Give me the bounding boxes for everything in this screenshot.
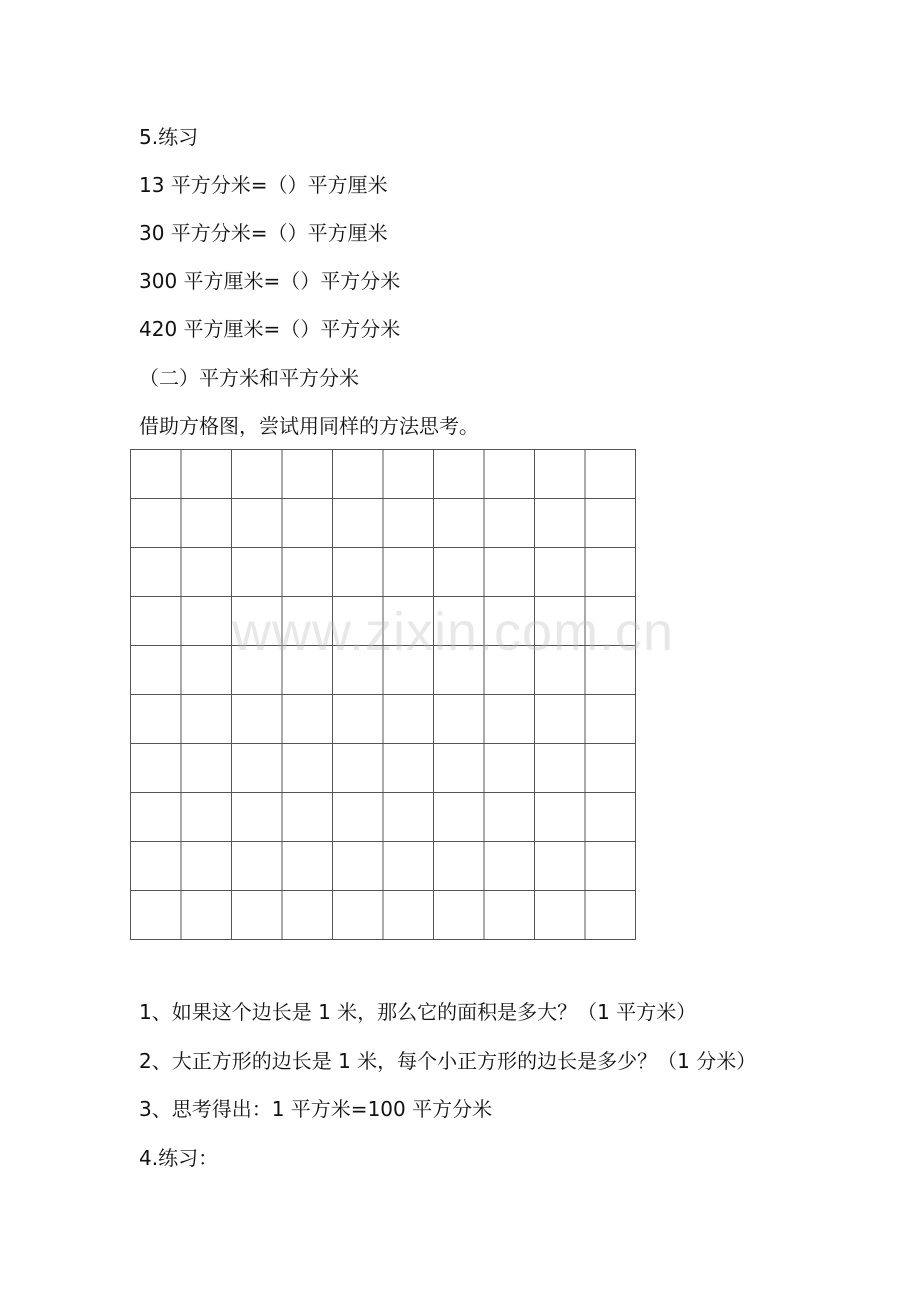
grid-cell xyxy=(131,597,182,646)
grid-cell xyxy=(232,793,283,842)
grid-cell xyxy=(535,695,586,744)
grid-cell xyxy=(434,891,485,940)
grid-cell xyxy=(282,597,333,646)
grid-cell xyxy=(181,744,232,793)
grid-cell xyxy=(535,548,586,597)
grid-cell xyxy=(434,646,485,695)
grid-cell xyxy=(131,891,182,940)
grid-cell xyxy=(535,499,586,548)
grid-cell xyxy=(585,695,636,744)
grid-cell xyxy=(383,548,434,597)
grid-cell xyxy=(585,450,636,499)
grid-cell xyxy=(484,548,535,597)
grid-cell xyxy=(181,695,232,744)
grid-cell xyxy=(282,793,333,842)
grid-cell xyxy=(131,548,182,597)
grid-cell xyxy=(181,548,232,597)
grid-cell xyxy=(484,891,535,940)
grid-cell xyxy=(383,744,434,793)
exercise-item-4: 420 平方厘米=（）平方分米 xyxy=(139,317,401,341)
grid-cell xyxy=(383,646,434,695)
grid-cell xyxy=(535,891,586,940)
grid-cell xyxy=(232,646,283,695)
grid-cell xyxy=(232,597,283,646)
grid-cell xyxy=(484,793,535,842)
grid-cell xyxy=(383,597,434,646)
grid-cell xyxy=(535,744,586,793)
grid-cell xyxy=(333,499,384,548)
grid-cell xyxy=(434,548,485,597)
grid-cell xyxy=(181,891,232,940)
grid-cell xyxy=(434,450,485,499)
watermark-text: www.zixin.com.cn xyxy=(232,602,675,662)
grid-cell xyxy=(181,597,232,646)
grid-cell xyxy=(434,842,485,891)
grid-cell xyxy=(131,499,182,548)
question-2: 2、大正方形的边长是 1 米，每个小正方形的边长是多少？（1 分米） xyxy=(139,1049,757,1073)
grid-cell xyxy=(535,646,586,695)
grid-cell xyxy=(434,499,485,548)
grid-cell xyxy=(282,891,333,940)
grid-cell xyxy=(333,744,384,793)
grid-cell xyxy=(131,450,182,499)
grid-cell xyxy=(282,499,333,548)
grid-cell xyxy=(585,499,636,548)
section-heading: （二）平方米和平方分米 xyxy=(139,366,359,390)
grid-cell xyxy=(383,891,434,940)
grid-cell xyxy=(232,842,283,891)
grid-cell xyxy=(383,695,434,744)
square-grid xyxy=(130,449,637,941)
instruction-text: 借助方格图，尝试用同样的方法思考。 xyxy=(139,414,479,438)
grid-cell xyxy=(282,744,333,793)
grid-cell xyxy=(535,450,586,499)
grid-cell xyxy=(333,891,384,940)
grid-cell xyxy=(484,842,535,891)
grid-cell xyxy=(585,842,636,891)
exercise-item-2: 30 平方分米=（）平方厘米 xyxy=(139,221,388,245)
grid-cell xyxy=(434,793,485,842)
grid-cell xyxy=(333,548,384,597)
grid-cell xyxy=(282,646,333,695)
grid-cell xyxy=(484,450,535,499)
grid-cell xyxy=(131,793,182,842)
grid-cell xyxy=(484,744,535,793)
grid-cell xyxy=(282,450,333,499)
grid-cell xyxy=(181,793,232,842)
practice-heading: 4.练习： xyxy=(139,1146,219,1170)
grid-cell xyxy=(484,646,535,695)
grid-cell xyxy=(434,695,485,744)
grid-cell xyxy=(131,744,182,793)
grid-cell xyxy=(181,842,232,891)
grid-cell xyxy=(383,450,434,499)
grid-cell xyxy=(585,744,636,793)
grid-cell xyxy=(434,597,485,646)
grid-cell xyxy=(484,499,535,548)
grid-cell xyxy=(383,499,434,548)
grid-cell xyxy=(232,891,283,940)
grid-cell xyxy=(585,597,636,646)
grid-cell xyxy=(232,548,283,597)
grid-cell xyxy=(131,646,182,695)
grid-cell xyxy=(181,499,232,548)
grid-cell xyxy=(131,842,182,891)
grid-cell xyxy=(181,646,232,695)
grid-cell xyxy=(333,842,384,891)
grid-cell xyxy=(232,695,283,744)
grid-cell xyxy=(333,646,384,695)
grid-cell xyxy=(434,744,485,793)
grid-cell xyxy=(383,793,434,842)
grid-cell xyxy=(333,695,384,744)
grid-cell xyxy=(585,548,636,597)
grid-cell xyxy=(232,450,283,499)
grid-cell xyxy=(232,744,283,793)
grid-cell xyxy=(333,450,384,499)
grid-cell xyxy=(535,793,586,842)
grid-cell xyxy=(484,597,535,646)
grid-cell xyxy=(484,695,535,744)
grid-cell xyxy=(282,842,333,891)
exercise-item-3: 300 平方厘米=（）平方分米 xyxy=(139,269,401,293)
exercise-item-1: 13 平方分米=（）平方厘米 xyxy=(139,173,388,197)
grid-cell xyxy=(535,842,586,891)
grid-cell xyxy=(535,597,586,646)
grid-cell xyxy=(131,695,182,744)
grid-cell xyxy=(585,793,636,842)
question-3: 3、思考得出：1 平方米=100 平方分米 xyxy=(139,1097,493,1121)
grid-cell xyxy=(333,793,384,842)
grid-cell xyxy=(282,695,333,744)
grid-cell xyxy=(585,646,636,695)
question-1: 1、如果这个边长是 1 米，那么它的面积是多大？（1 平方米） xyxy=(139,1000,697,1024)
grid-cell xyxy=(333,597,384,646)
grid-cell xyxy=(282,548,333,597)
exercise-heading: 5.练习 xyxy=(139,125,199,149)
grid-cell xyxy=(383,842,434,891)
grid-cell xyxy=(585,891,636,940)
grid-cell xyxy=(232,499,283,548)
grid-cell xyxy=(181,450,232,499)
